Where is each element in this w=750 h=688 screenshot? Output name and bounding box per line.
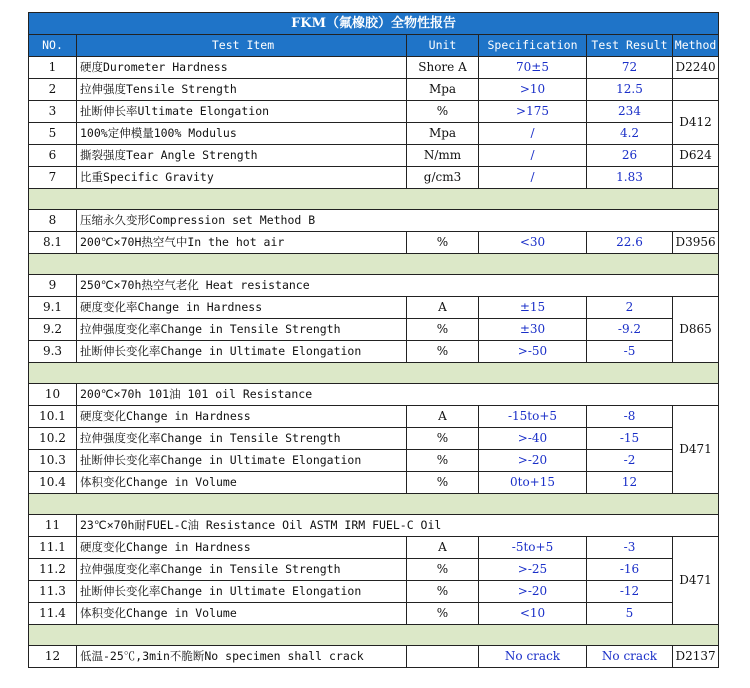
section-title: 压缩永久变形Compression set Method B <box>77 210 719 232</box>
row-test-result: -8 <box>587 406 673 428</box>
separator-cell <box>29 363 719 384</box>
row-no: 9.3 <box>29 341 77 363</box>
row-unit: % <box>407 341 479 363</box>
row-no: 10.2 <box>29 428 77 450</box>
row-test-item: 扯断伸长变化率Change in Ultimate Elongation <box>77 581 407 603</box>
property-report-table <box>28 12 719 668</box>
section-row <box>29 275 719 297</box>
header-method: Method <box>673 35 719 57</box>
separator-row <box>29 189 719 210</box>
row-unit: % <box>407 101 479 123</box>
row-test-result: -2 <box>587 450 673 472</box>
row-test-result: No crack <box>587 646 673 668</box>
row-no: 10.3 <box>29 450 77 472</box>
row-specification: 70±5 <box>479 57 587 79</box>
row-no: 1 <box>29 57 77 79</box>
section-title: 250℃×70h热空气老化 Heat resistance <box>77 275 719 297</box>
row-test-item: 拉伸强度Tensile Strength <box>77 79 407 101</box>
header-specification: Specification <box>479 35 587 57</box>
table-row <box>29 232 719 254</box>
row-method: D2240 <box>673 57 719 79</box>
row-test-item: 硬度变化Change in Hardness <box>77 406 407 428</box>
table-row <box>29 472 719 494</box>
row-no: 11.4 <box>29 603 77 625</box>
table-row <box>29 581 719 603</box>
row-test-result: -5 <box>587 341 673 363</box>
row-unit: % <box>407 232 479 254</box>
row-unit: A <box>407 406 479 428</box>
section-title: 23℃×70h耐FUEL-C油 Resistance Oil ASTM IRM FUEL-C Oil <box>77 515 719 537</box>
row-unit: % <box>407 603 479 625</box>
header-row <box>29 35 719 57</box>
row-test-result: 12.5 <box>587 79 673 101</box>
header-test-item: Test Item <box>77 35 407 57</box>
row-unit: Mpa <box>407 79 479 101</box>
row-test-result: -15 <box>587 428 673 450</box>
section-row <box>29 515 719 537</box>
row-test-result: 4.2 <box>587 123 673 145</box>
row-specification: ±15 <box>479 297 587 319</box>
header-unit: Unit <box>407 35 479 57</box>
section-no: 8 <box>29 210 77 232</box>
row-unit: % <box>407 428 479 450</box>
row-test-result: 26 <box>587 145 673 167</box>
row-method: D865 <box>673 297 719 363</box>
row-specification: >-40 <box>479 428 587 450</box>
section-row <box>29 210 719 232</box>
section-row <box>29 384 719 406</box>
row-test-result: -12 <box>587 581 673 603</box>
row-specification: >-50 <box>479 341 587 363</box>
header-test-result: Test Result <box>587 35 673 57</box>
row-test-result: -16 <box>587 559 673 581</box>
row-unit: Shore A <box>407 57 479 79</box>
row-specification: -5to+5 <box>479 537 587 559</box>
report-title: FKM（氟橡胶）全物性报告 <box>29 13 719 35</box>
row-specification: -15to+5 <box>479 406 587 428</box>
row-no: 7 <box>29 167 77 189</box>
table-row <box>29 101 719 123</box>
row-test-item: 拉伸强度变化率Change in Tensile Strength <box>77 559 407 581</box>
row-test-result: 22.6 <box>587 232 673 254</box>
row-unit: N/mm <box>407 145 479 167</box>
separator-row <box>29 625 719 646</box>
table-row <box>29 450 719 472</box>
table-row <box>29 341 719 363</box>
row-test-item: 低温-25℃,3min不脆断No specimen shall crack <box>77 646 407 668</box>
row-test-result: 234 <box>587 101 673 123</box>
row-test-result: 5 <box>587 603 673 625</box>
row-specification: >-25 <box>479 559 587 581</box>
row-method <box>673 167 719 189</box>
table-row <box>29 559 719 581</box>
row-test-item: 体积变化Change in Volume <box>77 472 407 494</box>
table-row <box>29 406 719 428</box>
row-specification: <30 <box>479 232 587 254</box>
row-specification: / <box>479 123 587 145</box>
table-row <box>29 145 719 167</box>
row-unit: A <box>407 537 479 559</box>
row-test-item: 拉伸强度变化率Change in Tensile Strength <box>77 428 407 450</box>
row-unit: Mpa <box>407 123 479 145</box>
separator-cell <box>29 494 719 515</box>
row-method: D471 <box>673 406 719 494</box>
section-title: 200℃×70h 101油 101 oil Resistance <box>77 384 719 406</box>
section-no: 10 <box>29 384 77 406</box>
table-row <box>29 537 719 559</box>
table-row <box>29 79 719 101</box>
row-no: 2 <box>29 79 77 101</box>
row-no: 11.1 <box>29 537 77 559</box>
row-specification: <10 <box>479 603 587 625</box>
row-test-result: 12 <box>587 472 673 494</box>
row-test-item: 硬度变化率Change in Hardness <box>77 297 407 319</box>
row-test-item: 体积变化Change in Volume <box>77 603 407 625</box>
row-specification: >175 <box>479 101 587 123</box>
row-unit: % <box>407 559 479 581</box>
row-method: D624 <box>673 145 719 167</box>
row-test-result: -9.2 <box>587 319 673 341</box>
table-row <box>29 57 719 79</box>
section-no: 11 <box>29 515 77 537</box>
report <box>28 12 718 668</box>
table-row <box>29 167 719 189</box>
row-test-result: 2 <box>587 297 673 319</box>
row-unit: % <box>407 450 479 472</box>
row-test-item: 撕裂强度Tear Angle Strength <box>77 145 407 167</box>
row-no: 8.1 <box>29 232 77 254</box>
row-test-result: -3 <box>587 537 673 559</box>
table-row <box>29 603 719 625</box>
separator-cell <box>29 254 719 275</box>
row-no: 10.4 <box>29 472 77 494</box>
row-no: 9.1 <box>29 297 77 319</box>
row-no: 5 <box>29 123 77 145</box>
row-no: 11.2 <box>29 559 77 581</box>
row-test-item: 比重Specific Gravity <box>77 167 407 189</box>
row-method: D2137 <box>673 646 719 668</box>
separator-row <box>29 254 719 275</box>
table-row <box>29 428 719 450</box>
row-method: D3956 <box>673 232 719 254</box>
header-no: NO. <box>29 35 77 57</box>
row-specification: ±30 <box>479 319 587 341</box>
row-unit: A <box>407 297 479 319</box>
row-specification: / <box>479 145 587 167</box>
row-unit: % <box>407 472 479 494</box>
row-method: D412 <box>673 101 719 145</box>
row-no: 9.2 <box>29 319 77 341</box>
separator-cell <box>29 189 719 210</box>
row-method: D471 <box>673 537 719 625</box>
row-no: 12 <box>29 646 77 668</box>
row-no: 6 <box>29 145 77 167</box>
table-row <box>29 123 719 145</box>
table-row <box>29 319 719 341</box>
row-no: 3 <box>29 101 77 123</box>
row-test-item: 扯断伸长变化率Change in Ultimate Elongation <box>77 341 407 363</box>
separator-cell <box>29 625 719 646</box>
row-test-item: 扯断伸长变化率Change in Ultimate Elongation <box>77 450 407 472</box>
row-unit <box>407 646 479 668</box>
table-row <box>29 297 719 319</box>
row-specification: / <box>479 167 587 189</box>
row-unit: % <box>407 581 479 603</box>
separator-row <box>29 494 719 515</box>
row-method <box>673 79 719 101</box>
row-test-item: 硬度Durometer Hardness <box>77 57 407 79</box>
row-specification: >-20 <box>479 581 587 603</box>
section-no: 9 <box>29 275 77 297</box>
row-test-item: 硬度变化Change in Hardness <box>77 537 407 559</box>
title-row <box>29 13 719 35</box>
row-test-item: 100%定伸模量100% Modulus <box>77 123 407 145</box>
row-no: 11.3 <box>29 581 77 603</box>
row-test-result: 1.83 <box>587 167 673 189</box>
row-test-result: 72 <box>587 57 673 79</box>
row-specification: 0to+15 <box>479 472 587 494</box>
row-specification: >-20 <box>479 450 587 472</box>
row-unit: g/cm3 <box>407 167 479 189</box>
row-test-item: 拉伸强度变化率Change in Tensile Strength <box>77 319 407 341</box>
row-test-item: 200℃×70H热空气中In the hot air <box>77 232 407 254</box>
row-test-item: 扯断伸长率Ultimate Elongation <box>77 101 407 123</box>
table-row <box>29 646 719 668</box>
row-unit: % <box>407 319 479 341</box>
row-specification: >10 <box>479 79 587 101</box>
row-no: 10.1 <box>29 406 77 428</box>
separator-row <box>29 363 719 384</box>
row-specification: No crack <box>479 646 587 668</box>
